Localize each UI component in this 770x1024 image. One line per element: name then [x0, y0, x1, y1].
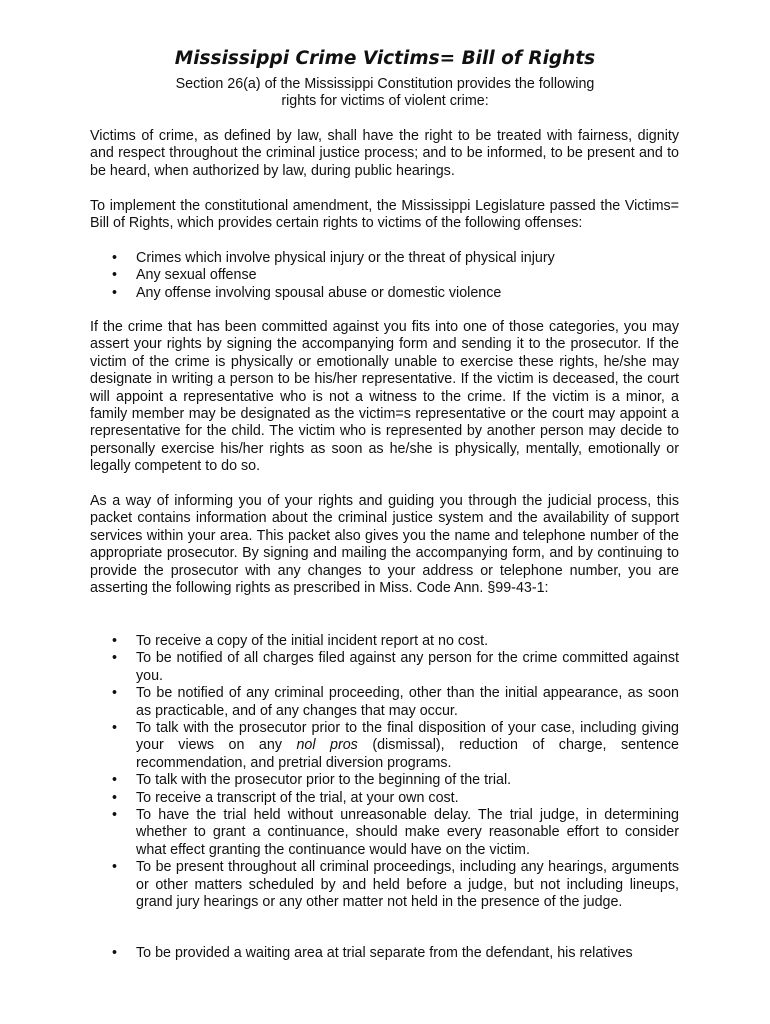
rights-list-continued: [90, 945, 679, 962]
paragraph-eligibility: If the crime that has been committed against you fits into one of those categories, you may assert your rights by signing the accompanying form and sending it to the prosecutor. If the victim of the crime is physically or emotionally unable to exercise these rights, he/she may designate in writing a person to be his/her representative. If the victim is deceased, the court will appoint a representative who is not a witness to the crime. If the victim is a minor, a family member may be designated as the victim=s representative or the court may appoint a representative for the child. The victim who is represented by another person may decide to personally exercise his/her rights as soon as he/she is physically, mentally, emotionally or legally competent to do so.: [90, 319, 679, 475]
right-text: To have the trial held without unreasonable delay. The trial judge, in determining whether to grant a continuance, should make every reasonable effort to consider what effect granting the continuance would have on the victim.: [136, 807, 679, 858]
rights-list: [90, 633, 679, 912]
offense-text: Crimes which involve physical injury or the threat of physical injury: [136, 250, 555, 266]
right-text: To talk with the prosecutor prior to the beginning of the trial.: [136, 772, 512, 789]
right-text: To receive a copy of the initial incident report at no cost.: [136, 633, 489, 649]
bullet-icon: •: [112, 250, 118, 266]
nol-pros-term: nol pros: [296, 737, 358, 754]
paragraph-legislature: To implement the constitutional amendment, the Mississippi Legislature passed the Victims= Bill of Rights, which provides certain rights to victims of the following offenses:: [90, 198, 679, 232]
list-item: [90, 285, 679, 302]
bullet-icon: •: [112, 772, 118, 789]
right-text-part: (dismissal), reduction of charge, sentence recommendation, and pretrial diversion programs.: [136, 737, 679, 771]
bullet-icon: •: [112, 859, 118, 876]
right-text: To be present throughout all criminal proceedings, including any hearings, arguments or other matters scheduled by and held before a judge, but not including lineups, grand jury hearings or any other matter not held in the presence of the judge.: [136, 859, 679, 911]
list-item: [90, 267, 679, 284]
right-text: To be notified of all charges filed against any person for the crime committed against you.: [136, 650, 679, 684]
bullet-icon: •: [112, 945, 118, 961]
right-text-part: To talk with the prosecutor prior to the final disposition of your case, including giving your views on any: [136, 720, 679, 754]
offense-list: [90, 250, 679, 302]
offense-text: Any sexual offense: [136, 267, 257, 284]
list-item: [90, 772, 679, 789]
bullet-icon: •: [112, 633, 118, 649]
list-item: [90, 685, 679, 720]
offense-text: Any offense involving spousal abuse or domestic violence: [136, 284, 502, 301]
subtitle-line: Section 26(a) of the Mississippi Constitution provides the following: [175, 76, 595, 92]
bullet-icon: •: [112, 685, 118, 702]
bullet-icon: •: [112, 650, 118, 667]
bullet-icon: •: [112, 267, 118, 284]
list-item: [90, 650, 679, 685]
list-item: [90, 859, 679, 911]
bullet-icon: •: [112, 284, 118, 301]
right-text: To be notified of any criminal proceeding, other than the initial appearance, as soon as practicable, and of any changes that may occur.: [136, 685, 679, 719]
right-text: To receive a transcript of the trial, at your own cost.: [136, 789, 459, 806]
bullet-icon: •: [112, 789, 118, 806]
right-text: To be provided a waiting area at trial separate from the defendant, his relatives: [136, 945, 633, 961]
list-item: [90, 790, 679, 807]
paragraph-intro: Victims of crime, as defined by law, shall have the right to be treated with fairness, dignity and respect throughout the criminal justice process; and to be informed, to be present and to be heard, when authorized by law, during public hearings.: [90, 128, 679, 179]
paragraph-packet-info: As a way of informing you of your rights and guiding you through the judicial process, this packet contains information about the criminal justice system and the availability of support services within your area. This packet also gives you the name and telephone number of the appropriate prosecutor. By signing and mailing the accompanying form, and by continuing to provide the prosecutor with any changes to your address or telephone number, you are asserting the following rights as prescribed in Miss. Code Ann. §99-43-1:: [90, 493, 679, 597]
right-text: [136, 720, 679, 771]
list-item: [90, 945, 679, 962]
page-title: Mississippi Crime Victims= Bill of Rights: [174, 48, 596, 69]
bullet-icon: •: [112, 807, 118, 824]
list-item: [90, 807, 679, 859]
bullet-icon: •: [112, 720, 118, 737]
subtitle-line: rights for victims of violent crime:: [281, 93, 489, 110]
list-item: [90, 633, 679, 650]
subtitle: [140, 76, 630, 111]
list-item: [90, 250, 679, 267]
list-item: [90, 720, 679, 772]
